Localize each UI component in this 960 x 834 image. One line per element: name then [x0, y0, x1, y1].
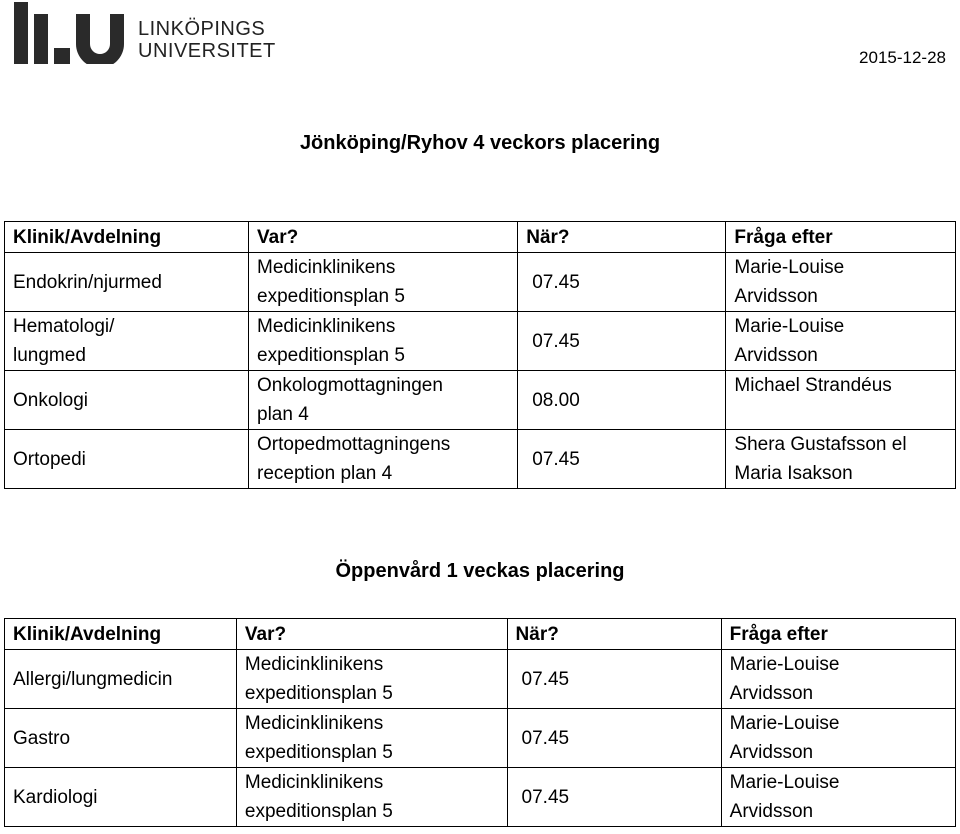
table-row [5, 430, 956, 489]
table-row [5, 650, 956, 709]
cell-fraga: Marie-Louise Arvidsson [721, 709, 955, 768]
column-header-klinik: Klinik/Avdelning [5, 222, 249, 253]
cell-fraga: Marie-Louise Arvidsson [721, 650, 955, 709]
table-header-row [5, 619, 956, 650]
university-wordmark [138, 18, 276, 62]
column-header-klinik: Klinik/Avdelning [5, 619, 237, 650]
cell-nar: 07.45 [507, 768, 721, 827]
cell-klinik: Hematologi/ lungmed [5, 312, 249, 371]
cell-nar: 07.45 [507, 650, 721, 709]
cell-klinik: Allergi/lungmedicin [5, 650, 237, 709]
cell-var: Medicinklinikens expeditionsplan 5 [236, 768, 507, 827]
cell-var: Medicinklinikens expeditionsplan 5 [236, 650, 507, 709]
cell-fraga: Marie-Louise Arvidsson [726, 253, 956, 312]
cell-klinik: Kardiologi [5, 768, 237, 827]
table-row [5, 709, 956, 768]
cell-nar: 07.45 [518, 253, 726, 312]
cell-klinik: Endokrin/njurmed [5, 253, 249, 312]
placement-table-oppenvard [4, 618, 956, 827]
cell-fraga: Marie-Louise Arvidsson [726, 312, 956, 371]
document-date: 2015-12-28 [859, 48, 946, 67]
column-header-var: Var? [236, 619, 507, 650]
column-header-var: Var? [249, 222, 518, 253]
table-row [5, 768, 956, 827]
cell-var: Medicinklinikens expeditionsplan 5 [236, 709, 507, 768]
logo-line-1: LINKÖPINGS [138, 18, 266, 40]
logo-line-2: UNIVERSITET [138, 40, 276, 62]
section-title-ryhov: Jönköping/Ryhov 4 veckors placering [299, 132, 661, 154]
cell-klinik: Onkologi [5, 371, 249, 430]
cell-fraga: Shera Gustafsson el Maria Isakson [726, 430, 956, 489]
cell-var: Medicinklinikens expeditionsplan 5 [249, 312, 518, 371]
column-header-nar: När? [507, 619, 721, 650]
column-header-fraga: Fråga efter [726, 222, 956, 253]
table-header-row [5, 222, 956, 253]
university-logo [14, 2, 284, 66]
cell-fraga: Michael Strandéus [726, 371, 956, 430]
cell-klinik: Gastro [5, 709, 237, 768]
table-row [5, 371, 956, 430]
cell-var: Ortopedmottagningens reception plan 4 [249, 430, 518, 489]
column-header-nar: När? [518, 222, 726, 253]
column-header-fraga: Fråga efter [721, 619, 955, 650]
table-row [5, 312, 956, 371]
cell-var: Onkologmottagningen plan 4 [249, 371, 518, 430]
cell-var: Medicinklinikens expeditionsplan 5 [249, 253, 518, 312]
placement-table-ryhov [4, 221, 956, 489]
liu-logo-mark-icon [14, 2, 132, 64]
cell-fraga: Marie-Louise Arvidsson [721, 768, 955, 827]
section-title-oppenvard: Öppenvård 1 veckas placering [335, 560, 625, 582]
cell-nar: 07.45 [518, 312, 726, 371]
cell-nar: 08.00 [518, 371, 726, 430]
cell-nar: 07.45 [507, 709, 721, 768]
cell-nar: 07.45 [518, 430, 726, 489]
table-row [5, 253, 956, 312]
cell-klinik: Ortopedi [5, 430, 249, 489]
